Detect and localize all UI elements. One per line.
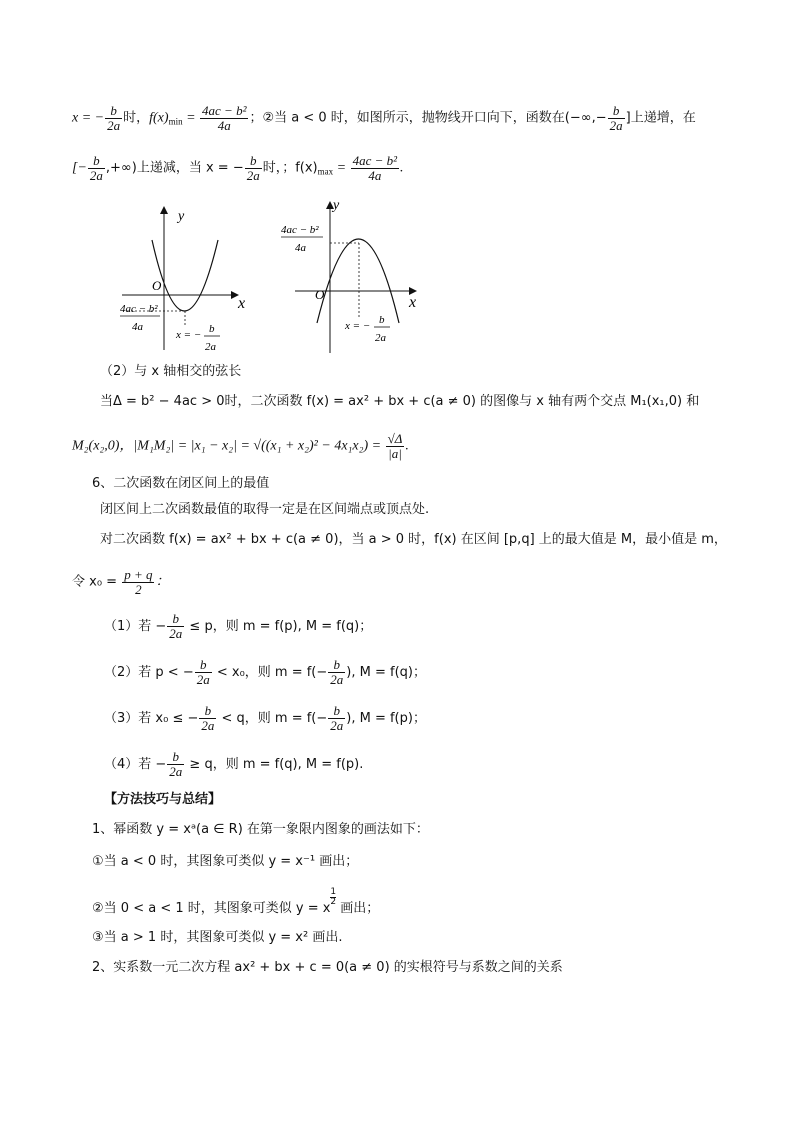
method-item-2: ①当 a < 0 时，其图象可类似 y = x⁻¹ 画出；: [92, 854, 359, 869]
fraction: $\frac{b}{2a}$: [169, 749, 183, 779]
fraction: $\frac{b}{2a}$: [89, 153, 103, 183]
x-label: x: [238, 295, 246, 312]
section-6-title: 6、二次函数在闭区间上的最值: [92, 476, 270, 491]
svg-text:2a: 2a: [205, 341, 216, 353]
svg-text:4a: 4a: [132, 321, 143, 333]
text-line-1: x = − $\frac{b}{2a}$ 时，$f(x)_{min}$ = $\frac{\text{4ac − b²}}{4a}$ ；②当 a < 0 时，如图所示，抛物线开口向下，函数在(−∞,− $\frac{b}{2a}$ ]上递增，在: [72, 103, 696, 133]
svg-text:b: b: [379, 314, 385, 326]
y-label: y: [333, 198, 340, 213]
chord-line-2: M₂(x₂,0)，|M₁M₂| = |x₁ − x₂| = √((x₁ + x₂)² − 4x₁x₂) = $\frac{√\Delta}{|a|}$ .: [72, 431, 409, 461]
fraction: $\frac{b}{2a}$: [107, 103, 121, 133]
parabola-upward-figure: [112, 200, 252, 360]
fraction: $\frac{p + q}{2}$: [124, 567, 153, 597]
fraction: $\frac{b}{2a}$: [330, 703, 344, 733]
parabola-curve: [317, 239, 399, 323]
method-item-4: ③当 a > 1 时，其图象可类似 y = x² 画出.: [92, 930, 343, 945]
origin-label: O: [152, 278, 162, 293]
x-label: x: [409, 294, 417, 311]
fraction: $\frac{\text{4ac − b²}}{4a}$: [202, 103, 247, 133]
method-item-1: 1、幂函数 y = xᵃ(a ∈ R) 在第一象限内图象的画法如下：: [92, 822, 429, 837]
fraction: $\frac{b}{2a}$: [330, 657, 344, 687]
case-3: （3）若 x₀ ≤ − $\frac{b}{2a}$ < q，则 m = f(− $\frac{b}{2a}$ ), M = f(p)；: [104, 703, 426, 733]
svg-text:2a: 2a: [375, 332, 386, 344]
fraction: $\frac{b}{2a}$: [196, 657, 210, 687]
section-6-p2: 对二次函数 f(x) = ax² + bx + c(a ≠ 0)，当 a > 0 时，f(x) 在区间 [p,q] 上的最大值是 M，最小值是 m，: [100, 532, 727, 547]
fraction: $\frac{b}{2a}$: [609, 103, 623, 133]
chord-title: （2）与 x 轴相交的弦长: [100, 364, 242, 379]
case-1: （1）若 − $\frac{b}{2a}$ ≤ p，则 m = f(p), M = f(q)；: [104, 611, 373, 641]
case-4: （4）若 − $\frac{b}{2a}$ ≥ q，则 m = f(q), M = f(p).: [104, 749, 364, 779]
case-2: （2）若 p < − $\frac{b}{2a}$ < x₀，则 m = f(− $\frac{b}{2a}$ ), M = f(q)；: [104, 657, 426, 687]
section-6-p3: 令 x₀ = $\frac{p + q}{2}$ ：: [72, 567, 170, 597]
svg-text:4ac − b²: 4ac − b²: [281, 224, 319, 236]
parabola-curve: [152, 240, 218, 311]
svg-text:x = −: x = −: [176, 329, 202, 341]
origin-label: O: [315, 287, 325, 302]
chord-line-1: 当Δ = b² − 4ac > 0时，二次函数 f(x) = ax² + bx + c(a ≠ 0) 的图像与 x 轴有两个交点 M₁(x₁,0) 和: [100, 394, 700, 409]
fraction: $\frac{b}{2a}$: [246, 153, 260, 183]
method-item-5: 2、实系数一元二次方程 ax² + bx + c = 0(a ≠ 0) 的实根符号与系数之间的关系: [92, 960, 563, 975]
section-6-p1: 闭区间上二次函数最值的取得一定是在区间端点或顶点处.: [100, 502, 430, 517]
svg-text:x = −: x = −: [345, 320, 371, 332]
fraction: $\frac{\text{4ac − b²}}{4a}$: [352, 153, 398, 183]
svg-text:4ac − b²: 4ac − b²: [120, 303, 158, 315]
text-line-2: [− $\frac{b}{2a}$ ,+∞)上递减，当 x = − $\frac{b}{2a}$ 时，；$f(x)_{max}$ = $\frac{\text{4ac − b²}}{4a}$ .: [72, 153, 404, 183]
parabola-downward-figure: [275, 195, 425, 355]
fraction: $\frac{b}{2a}$: [201, 703, 215, 733]
method-item-3: ②当 0 < a < 1 时，其图象可类似 y = x $\frac{1}{2}$ 画出；: [92, 887, 380, 916]
svg-text:4a: 4a: [295, 242, 306, 254]
methods-title: 【方法技巧与总结】: [104, 792, 222, 807]
fraction: $\frac{b}{2a}$: [169, 611, 183, 641]
y-label: y: [178, 209, 185, 224]
fraction: $\frac{√\Delta}{|a|}$: [387, 431, 403, 461]
svg-text:b: b: [209, 323, 215, 335]
